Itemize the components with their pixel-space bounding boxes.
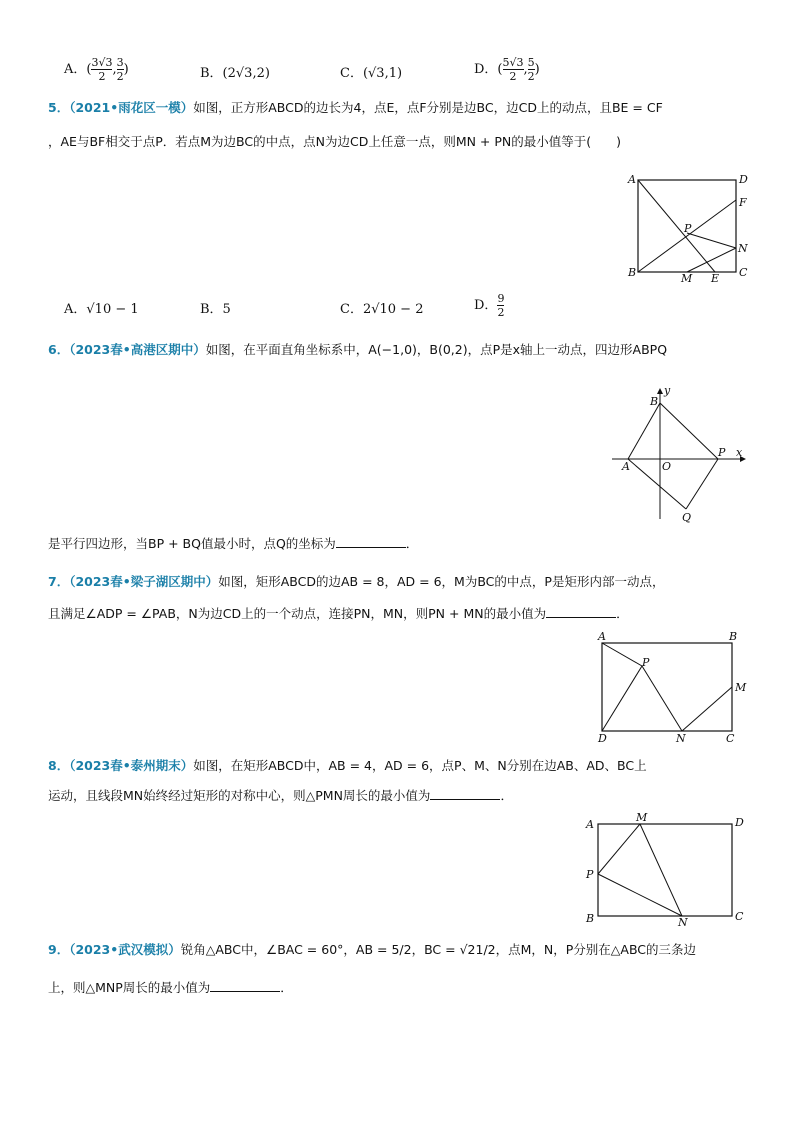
q7-label-d: D: [598, 732, 607, 745]
q4-option-a: A．( $\frac{3√3}{2}$ , $\frac{3}{2}$ ): [64, 56, 129, 83]
q4-option-b: B．(2√3,2): [200, 66, 270, 81]
q7-number: 7．: [48, 574, 70, 589]
q8-label-b: B: [586, 912, 595, 925]
q6-line1: [48, 340, 667, 358]
q9-text-1: 锐角△ABC中，∠BAC = 60°，AB = 5/2，BC = √21/2，点M，N，P分别在△ABC的三条边: [180, 942, 697, 957]
q5-number: 5．: [48, 100, 70, 115]
q7-line2: 且满足∠ADP = ∠PAB，N为边CD上的一个动点，连接PN，MN，则PN + MN的最小值为 ．: [48, 606, 629, 621]
q6-text-1: 如图，在平面直角坐标系中，A(−1,0)，B(0,2)，点P是x轴上一动点，四边形ABPQ: [205, 342, 668, 357]
q8-source: （2023春•泰州期末）: [69, 758, 194, 773]
q5-label-a: A: [628, 173, 636, 186]
q7-source: （2023春•梁子湖区期中）: [69, 574, 219, 589]
q5-option-c: C．2√10 − 2: [340, 302, 424, 317]
q5-label-e: E: [711, 272, 720, 285]
q5-label-b: B: [628, 266, 637, 279]
q5-label-c: C: [739, 266, 748, 279]
q5-label-p: P: [684, 222, 692, 235]
q8-text-2: 运动，且线段MN始终经过矩形的对称中心，则△PMN周长的最小值为: [48, 788, 431, 803]
q7-line1: [48, 572, 664, 590]
q5-label-f: F: [739, 196, 747, 209]
q7-figure: [590, 628, 750, 748]
q8-number: 8．: [48, 758, 70, 773]
q8-figure: [580, 810, 750, 928]
q6-label-y: y: [664, 385, 671, 397]
q7-answer-blank[interactable]: [546, 605, 616, 618]
q7-label-a: A: [598, 630, 606, 643]
q8-label-n: N: [678, 916, 688, 928]
q6-label-b: B: [650, 395, 659, 408]
q7-label-m: M: [735, 681, 747, 694]
q5-option-a: A．√10 − 1: [64, 302, 139, 317]
q7-label-n: N: [676, 732, 686, 745]
q6-label-x: x: [736, 446, 743, 459]
q6-answer-blank[interactable]: [336, 535, 406, 548]
q5-option-b: B．5: [200, 302, 231, 317]
q8-label-a: A: [586, 818, 594, 831]
q5-text-1: 如图，正方形ABCD的边长为4，点E，点F分别是边BC，边CD上的动点，且BE = CF: [193, 100, 663, 115]
q6-label-p: P: [718, 446, 726, 459]
q8-line2: 运动，且线段MN始终经过矩形的对称中心，则△PMN周长的最小值为 ．: [48, 788, 513, 803]
q5-line1: [48, 98, 663, 116]
q5-label-n: N: [738, 242, 748, 255]
q8-line1: [48, 756, 647, 774]
q9-number: 9．: [48, 942, 70, 957]
q5-line2: ，AE与BF相交于点P．若点M为边BC的中点，点N为边CD上任意一点，则MN + PN的最小值等于( ): [48, 134, 622, 149]
q5-label-m: M: [681, 272, 693, 285]
q4-option-d: D．( $\frac{5√3}{2}$ , $\frac{5}{2}$ ): [474, 56, 540, 83]
q6-line2: 是平行四边形，当BP + BQ值最小时，点Q的坐标为 ．: [48, 536, 419, 551]
q6-label-q: Q: [682, 511, 692, 524]
q6-text-2: 是平行四边形，当BP + BQ值最小时，点Q的坐标为: [48, 536, 336, 551]
q8-label-c: C: [735, 910, 744, 923]
q7-label-b: B: [729, 630, 738, 643]
q7-label-p: P: [642, 656, 650, 669]
q8-label-m: M: [636, 811, 648, 824]
q9-text-2: 上，则△MNP周长的最小值为: [48, 980, 211, 995]
q6-source: （2023春•高港区期中）: [69, 342, 206, 357]
q6-number: 6．: [48, 342, 70, 357]
q5-label-d: D: [739, 173, 748, 186]
q5-option-d: D． $\frac{9}{2}$: [474, 292, 505, 319]
q7-text-2: 且满足∠ADP = ∠PAB，N为边CD上的一个动点，连接PN，MN，则PN + MN的最小值为: [48, 606, 547, 621]
q4-option-c: C．(√3,1): [340, 66, 403, 81]
q8-answer-blank[interactable]: [430, 787, 500, 800]
q6-label-a: A: [622, 460, 630, 473]
q6-label-o: O: [662, 460, 672, 473]
q9-line1: [48, 940, 696, 958]
q8-text-1: 如图，在矩形ABCD中，AB = 4，AD = 6，点P、M、N分别在边AB、AD、BC上: [193, 758, 647, 773]
q5-source: （2021•雨花区一模）: [69, 100, 194, 115]
q6-figure: [606, 385, 756, 525]
q8-label-d: D: [735, 816, 744, 829]
q8-label-p: P: [586, 868, 594, 881]
q7-text-1: 如图，矩形ABCD的边AB = 8，AD = 6，M为BC的中点，P是矩形内部一动点，: [218, 574, 665, 589]
q9-line2: 上，则△MNP周长的最小值为 ．: [48, 980, 293, 995]
q7-label-c: C: [726, 732, 735, 745]
q9-source: （2023•武汉模拟）: [69, 942, 181, 957]
q5-figure: [620, 170, 750, 285]
q9-answer-blank[interactable]: [210, 979, 280, 992]
